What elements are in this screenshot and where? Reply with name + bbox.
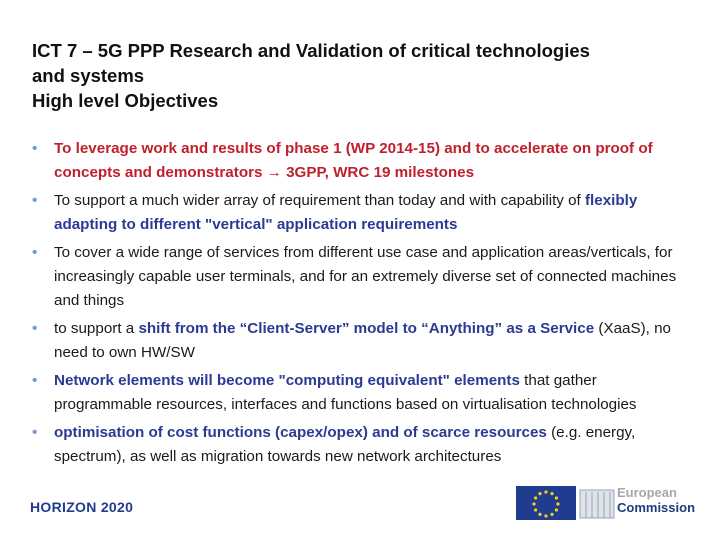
objective-item	[30, 241, 698, 313]
horizon-2020-logo: HORIZON 2020	[30, 499, 134, 515]
objective-item	[30, 421, 698, 469]
objective-text-segment: (XaaS), no need to own HW/SW	[54, 320, 671, 361]
ec-logo-text	[617, 485, 695, 515]
objective-text-segment: To cover a wide range of services from different use case and application areas/verticals, for increasingly capable user terminals, and for an extremely diverse set of connected machines and things	[54, 244, 677, 309]
objective-text-segment: that gather programmable resources, interfaces and functions based on virtualisation technologies	[54, 372, 637, 413]
bullet-icon: •	[32, 320, 38, 337]
objective-item	[30, 317, 698, 365]
commission-building-icon	[580, 490, 614, 518]
objective-text-segment: flexibly adapting to different "vertical" application requirements	[54, 192, 638, 233]
objective-text-segment: shift from the “Client-Server” model to “Anything” as a Service	[138, 320, 595, 337]
objective-text-segment: (e.g. energy, spectrum), as well as migration towards new network architectures	[54, 424, 636, 465]
objective-text-segment: Network elements will become "computing equivalent" elements	[54, 372, 520, 389]
slide-title	[32, 38, 692, 113]
objective-item	[30, 369, 698, 417]
bullet-icon: •	[32, 424, 38, 441]
title-line-1: ICT 7 – 5G PPP Research and Validation of critical technologies	[32, 40, 590, 61]
objective-text-segment: to support a	[54, 320, 139, 337]
objectives-list	[30, 137, 698, 473]
bullet-icon: •	[32, 244, 38, 261]
bullet-icon: •	[32, 140, 38, 157]
ec-logo-line-2: Commission	[617, 500, 696, 515]
objective-text-segment: To support a much wider array of requirement than today and with capability of	[54, 192, 585, 209]
objective-text-segment: optimisation of cost functions (capex/opex) and of scarce resources	[54, 424, 547, 441]
bullet-icon: •	[32, 372, 38, 389]
objective-item	[30, 137, 698, 185]
objective-item	[30, 189, 698, 237]
objective-text-segment: To leverage work and results of phase 1 (WP 2014-15) and to accelerate on proof of concepts and demonstrators → 3GPP, WRC 19 milestones	[54, 140, 653, 181]
bullet-icon: •	[32, 192, 38, 209]
title-line-3: High level Objectives	[32, 90, 219, 111]
ec-logo-line-1: European	[617, 485, 677, 500]
title-line-2: and systems	[32, 65, 145, 86]
